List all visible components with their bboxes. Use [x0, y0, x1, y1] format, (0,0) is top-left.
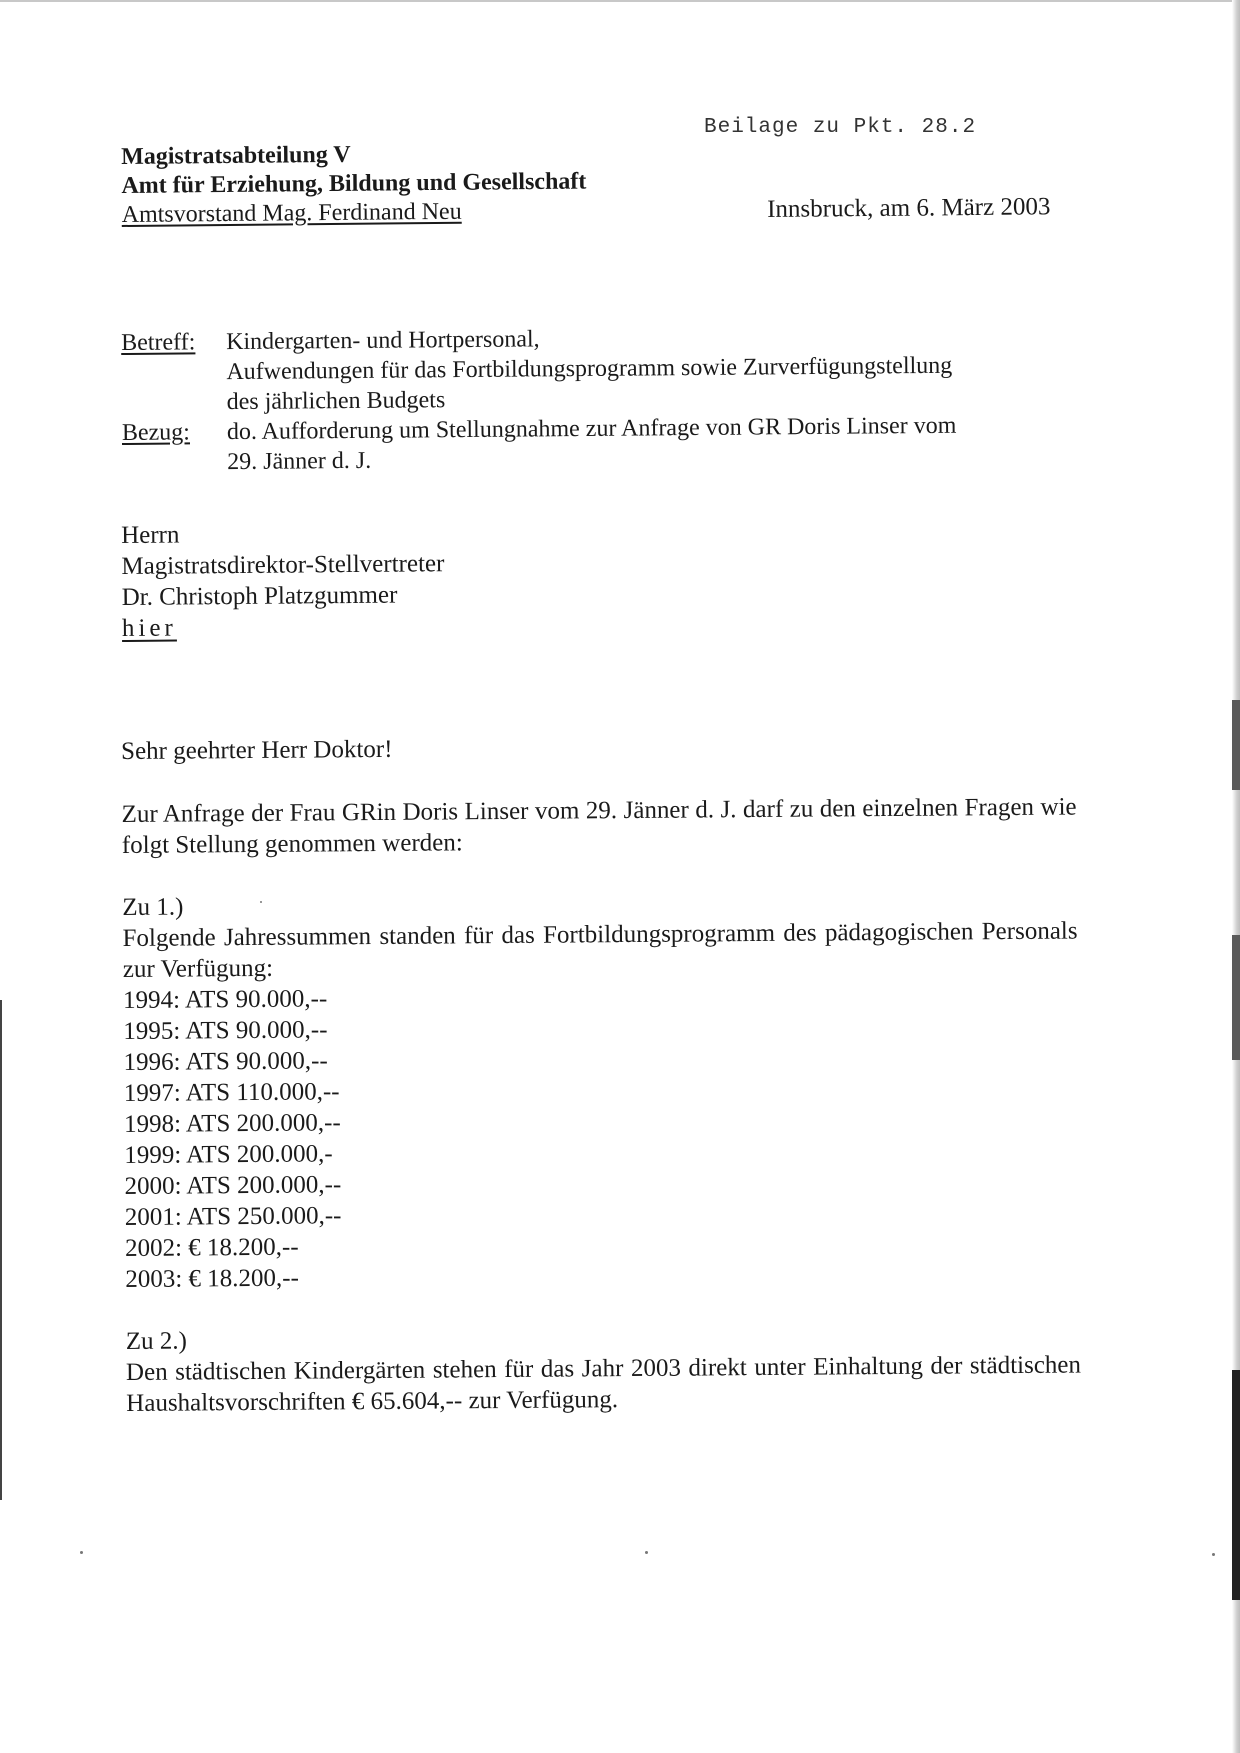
scan-edge-mark [1232, 700, 1240, 790]
amount-line: 1996: ATS 90.000,-- [123, 1047, 328, 1076]
amount-line: 2000: ATS 200.000,-- [124, 1171, 342, 1200]
recipient-title: Magistratsdirektor-Stellvertreter [121, 550, 445, 580]
reference-line: 29. Jänner d. J. [227, 447, 372, 476]
recipient-name: Dr. Christoph Platzgummer [121, 581, 398, 611]
subject-row [121, 320, 1082, 418]
intro-paragraph: Zur Anfrage der Frau GRin Doris Linser vom 29. Jänner d. J. darf zu den einzelnen Fragen wie folgt Stellung genommen werden: [121, 793, 1077, 859]
amount-line: 2003: € 18.200,-- [125, 1264, 299, 1293]
amount-line: 1999: ATS 200.000,- [124, 1140, 333, 1169]
subject-line: Aufwendungen für das Fortbildungsprogramm sowie Zurverfügungstellung [226, 352, 953, 386]
subject-line: des jährlichen Budgets [226, 387, 446, 416]
reference-line: do. Aufforderung um Stellungnahme zur Anfrage von GR Doris Linser vom [226, 412, 957, 446]
answer2-heading: Zu 2.) [125, 1327, 187, 1355]
recipient-salutation: Herrn [121, 521, 180, 549]
letter-body [121, 728, 1081, 1418]
office-name: Amt für Erziehung, Bildung und Gesellschaft [121, 168, 587, 199]
amounts-list [123, 977, 1080, 1294]
reference-row [122, 410, 1082, 478]
amount-line: 1995: ATS 90.000,-- [123, 1016, 328, 1045]
department-name: Magistratsabteilung V [121, 141, 351, 170]
amount-line: 1997: ATS 110.000,-- [123, 1078, 340, 1107]
reference-label: Bezug: [121, 419, 191, 446]
scan-speck [645, 1551, 648, 1554]
subject-block [121, 320, 1082, 478]
scan-edge-mark [1232, 935, 1240, 1060]
answer2-text: Den städtischen Kindergärten stehen für das Jahr 2003 direkt unter Einhaltung der städtischen Haushaltsvorschriften € 65.604,-- zur Verfügung. [125, 1351, 1082, 1417]
scan-speck [80, 1551, 83, 1554]
reference-text [227, 410, 1082, 477]
scan-edge-left [0, 1000, 2, 1500]
scan-edge-top [0, 0, 1240, 2]
subject-line: Kindergarten- und Hortpersonal, [226, 326, 540, 356]
scan-edge-mark [1232, 1370, 1240, 1600]
amount-line: 2002: € 18.200,-- [124, 1233, 299, 1262]
date-line: Innsbruck, am 6. März 2003 [767, 193, 1051, 223]
amount-line: 2001: ATS 250.000,-- [124, 1202, 342, 1231]
amount-line: 1994: ATS 90.000,-- [122, 985, 328, 1014]
amount-line: 1998: ATS 200.000,-- [123, 1109, 341, 1138]
office-head: Amtsvorstand Mag. Ferdinand Neu [121, 198, 462, 228]
letterhead [121, 139, 587, 230]
answer1-heading: Zu 1.) [122, 893, 184, 921]
recipient-location: hier [121, 614, 177, 642]
subject-text [226, 320, 1082, 417]
annex-reference: Beilage zu Pkt. 28.2 [704, 116, 977, 139]
scan-speck [1212, 1553, 1215, 1556]
greeting: Sehr geehrter Herr Doktor! [121, 735, 393, 765]
scan-speck [260, 901, 262, 903]
subject-label: Betreff: [121, 329, 196, 356]
answer1-text: Folgende Jahressummen standen für das Fortbildungsprogramm des pädagogischen Personals zur Verfügung: [122, 917, 1078, 983]
recipient-address [121, 517, 445, 644]
